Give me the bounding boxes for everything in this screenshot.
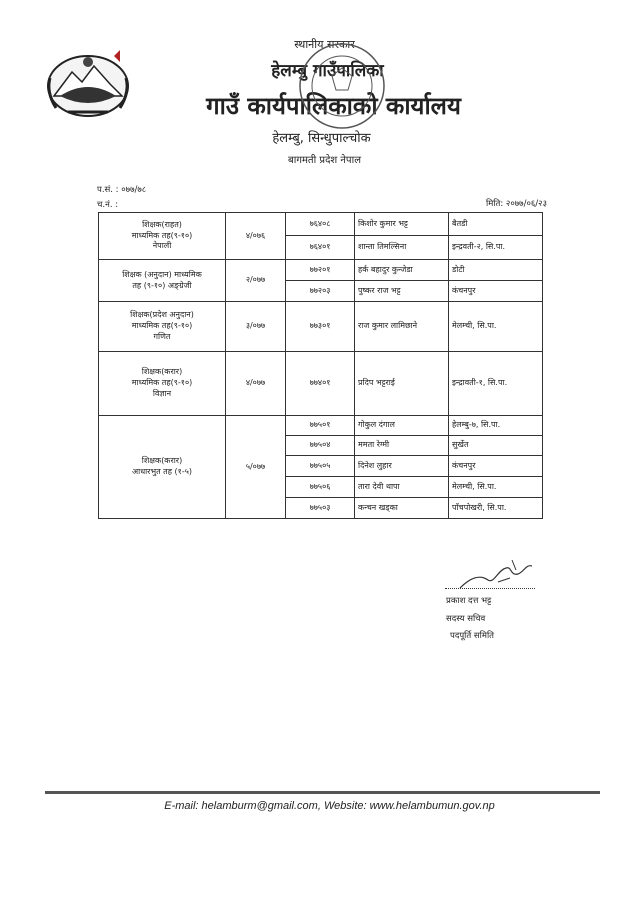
- advertisement-number-cell: ४/०७६: [226, 213, 286, 260]
- advertisement-number-cell: ३/०७७: [226, 302, 286, 352]
- candidate-address-cell: मेलम्ची, सि.पा.: [449, 302, 543, 352]
- signature-line: [445, 588, 535, 589]
- candidate-address-cell: मेलम्ची, सि.पा.: [449, 477, 543, 498]
- signatory-committee: पदपूर्ति समिति: [450, 631, 494, 641]
- post-level-cell: [99, 352, 226, 416]
- post-line: माध्यमिक तह(९-१०): [131, 378, 193, 388]
- candidate-name-cell: ममता रेग्मी: [355, 436, 449, 456]
- table-row: [99, 352, 543, 416]
- post-line: आधारभुत तह (१-५): [132, 467, 192, 476]
- post-level-cell: [99, 213, 226, 260]
- office-address: हेलम्बु, सिन्धुपाल्चोक: [272, 131, 371, 146]
- post-line: विज्ञान: [152, 388, 172, 398]
- dispatch-number: च.नं. :: [97, 200, 119, 210]
- candidate-address-cell: पाँचपोखरी, सि.पा.: [449, 498, 543, 519]
- candidate-address-cell: इन्द्रवती-२, सि.पा.: [449, 236, 543, 260]
- roll-number-cell: ७७५०३: [286, 498, 355, 519]
- roll-number-cell: ७६४०१: [286, 236, 355, 260]
- roll-number-cell: ७६४०८: [286, 213, 355, 236]
- post-line: माध्यमिक तह(९-१०): [131, 321, 193, 331]
- candidate-name-cell: प्रदिप भट्टराई: [355, 352, 449, 416]
- post-line: शिक्षक (अनुदान) माध्यमिक: [122, 269, 202, 279]
- candidate-address-cell: सुर्खेत: [449, 436, 543, 456]
- municipality-name: हेलम्बु गाउँपालिका: [271, 61, 384, 81]
- candidate-name-cell: दिनेश लुहार: [355, 456, 449, 477]
- roll-number-cell: ७७२०१: [286, 260, 355, 281]
- post-line: शिक्षक(प्रदेश अनुदान): [130, 310, 194, 320]
- post-level-cell: [99, 302, 226, 352]
- candidate-name-cell: हर्क बहादुर कुन्जेडा: [355, 260, 449, 281]
- candidate-name-cell: पुष्कर राज भट्ट: [355, 281, 449, 302]
- table-row: [99, 302, 543, 352]
- post-line: तह (९-१०) अङ्ग्रेजी: [132, 280, 192, 290]
- post-level-cell: [99, 416, 226, 519]
- post-line: शिक्षक(करार): [141, 367, 183, 377]
- candidate-address-cell: बैतडी: [449, 213, 543, 236]
- candidate-name-cell: तारा देवी थापा: [355, 477, 449, 498]
- candidate-address-cell: इन्द्रावती-१, सि.पा.: [449, 352, 543, 416]
- roll-number-cell: ७७५०४: [286, 436, 355, 456]
- candidate-name-cell: गोकुल दंगाल: [355, 416, 449, 436]
- roll-number-cell: ७७५०५: [286, 456, 355, 477]
- roll-number-cell: ७७५०१: [286, 416, 355, 436]
- signatory-title: सदस्य सचिव: [446, 614, 486, 624]
- table-row: [99, 260, 543, 281]
- candidate-name-cell: राज कुमार लामिछाने: [355, 302, 449, 352]
- post-line: माध्यमिक तह(९-१०): [131, 230, 193, 240]
- advertisement-number-cell: ४/०७७: [226, 352, 286, 416]
- office-title: गाउँ कार्यपालिकाको कार्यालय: [206, 92, 461, 120]
- post-line: शिक्षक(करार): [141, 456, 183, 466]
- candidate-name-cell: कन्चन खड्का: [355, 498, 449, 519]
- footer-divider: [45, 791, 600, 794]
- advertisement-number-cell: ५/०७७: [226, 416, 286, 519]
- post-line: शिक्षक(राहत): [142, 219, 182, 229]
- advertisement-number-cell: २/०७७: [226, 260, 286, 302]
- candidate-name-cell: किशोर कुमार भट्ट: [355, 213, 449, 236]
- roll-number-cell: ७७२०३: [286, 281, 355, 302]
- candidate-address-cell: हेलम्बु-७, सि.पा.: [449, 416, 543, 436]
- roll-number-cell: ७७५०६: [286, 477, 355, 498]
- table-row: [99, 416, 543, 436]
- candidate-name-cell: शान्ता तिमल्सिना: [355, 236, 449, 260]
- candidate-address-cell: डोटी: [449, 260, 543, 281]
- office-seal-stamp: [296, 40, 388, 132]
- roll-number-cell: ७७४०१: [286, 352, 355, 416]
- table-row: [99, 213, 543, 236]
- header-line-1: स्थानीय सरकार: [294, 38, 355, 51]
- reference-number: प.सं. : ०७७/७८: [97, 185, 147, 195]
- post-level-cell: [99, 260, 226, 302]
- province-line: बागमती प्रदेश नेपाल: [288, 155, 361, 166]
- candidate-address-cell: कंचनपुर: [449, 456, 543, 477]
- signatory-name: प्रकाश दत्त भट्ट: [446, 596, 492, 606]
- document-date: मिति: २०७७/०६/२३: [486, 199, 547, 209]
- candidate-address-cell: कंचनपुर: [449, 281, 543, 302]
- selected-candidates-table: [98, 212, 543, 519]
- post-line: नेपाली: [152, 241, 172, 251]
- roll-number-cell: ७७३०१: [286, 302, 355, 352]
- post-line: गणित: [153, 331, 171, 341]
- footer-contact: E-mail: helamburm@gmail.com, Website: www.helambumun.gov.np: [164, 800, 495, 812]
